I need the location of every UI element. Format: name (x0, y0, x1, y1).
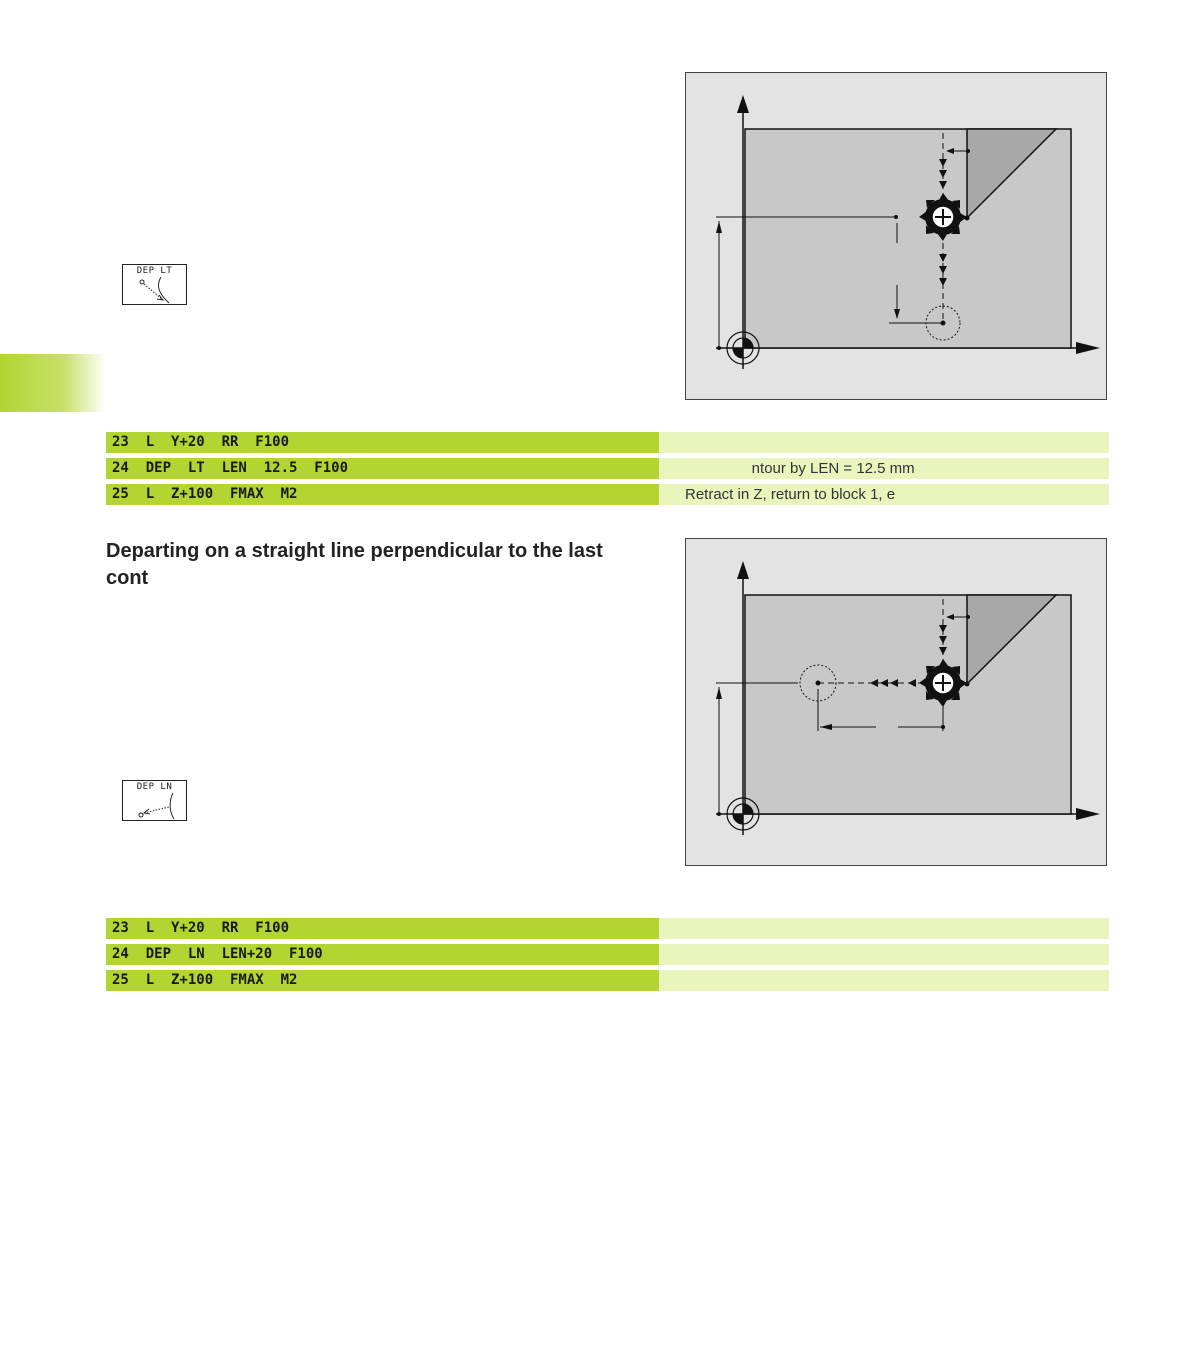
program-row (106, 944, 1109, 965)
nc-program-dep-ln (106, 918, 1109, 996)
x-axis-arrow-icon (1076, 808, 1100, 820)
program-row (106, 970, 1109, 991)
nc-block: 25 L Z+100 FMAX M2 (106, 484, 659, 505)
nc-program-dep-lt (106, 432, 1109, 510)
nc-comment: Retract in Z, return to block 1, e (659, 484, 1109, 505)
program-row (106, 432, 1109, 453)
nc-comment (659, 944, 1109, 965)
softkey-label: DEP LT (136, 266, 173, 276)
softkey-label: DEP LN (136, 782, 173, 792)
nc-block: 24 DEP LT LEN 12.5 F100 (106, 458, 659, 479)
dep-ln-softkey[interactable] (122, 780, 187, 821)
chapter-tab-marker (0, 354, 106, 412)
dep-lt-diagram (686, 73, 1108, 401)
milling-tool-icon (919, 193, 967, 241)
dep-lt-path-icon (123, 265, 188, 306)
y-axis-arrow-icon (737, 561, 749, 579)
nc-block: 23 L Y+20 RR F100 (106, 432, 659, 453)
nc-comment (659, 918, 1109, 939)
figure-dep-lt (685, 72, 1107, 400)
dep-ln-diagram (686, 539, 1108, 867)
x-axis-arrow-icon (1076, 342, 1100, 354)
program-row (106, 918, 1109, 939)
dep-ln-path-icon (123, 781, 188, 822)
section-heading: Departing on a straight line perpendicular to the last cont (106, 540, 603, 589)
program-row (106, 484, 1109, 505)
nc-comment: ntour by LEN = 12.5 mm (659, 458, 1109, 479)
program-row (106, 458, 1109, 479)
nc-block: 23 L Y+20 RR F100 (106, 918, 659, 939)
figure-dep-ln (685, 538, 1107, 866)
nc-comment (659, 432, 1109, 453)
nc-block: 24 DEP LN LEN+20 F100 (106, 944, 659, 965)
milling-tool-icon (919, 659, 967, 707)
nc-block: 25 L Z+100 FMAX M2 (106, 970, 659, 991)
y-axis-arrow-icon (737, 95, 749, 113)
nc-comment (659, 970, 1109, 991)
dep-lt-softkey[interactable] (122, 264, 187, 305)
